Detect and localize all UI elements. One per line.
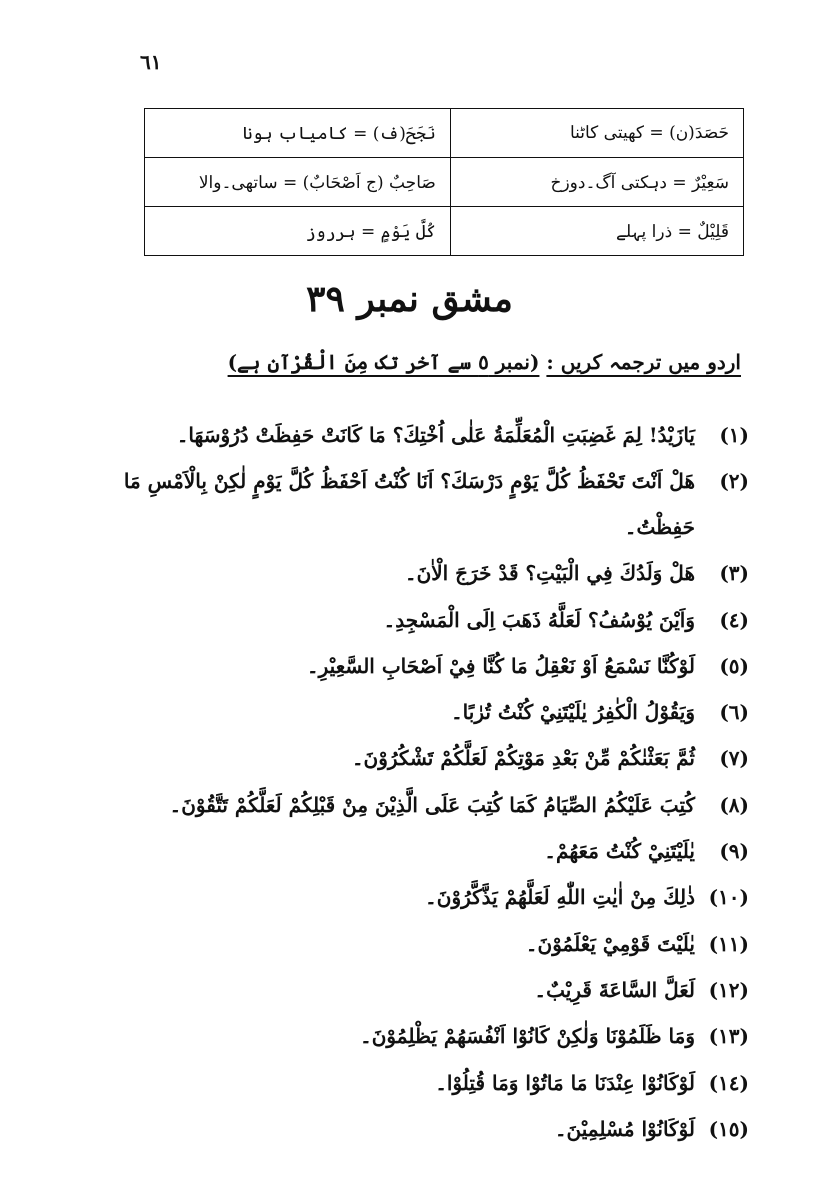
- sentence-text: يَازَيْدُ! لِمَ غَضِبَتِ الْمُعَلِّمَةُ عَلٰى اُخْتِكَ؟ مَا كَانَتْ حَفِظَتْ دُرُوْسَهَا۔: [176, 423, 695, 447]
- page-number: ٦١: [140, 50, 162, 74]
- sentence-list: [109, 420, 749, 1160]
- sentence-item: [109, 1114, 749, 1160]
- sentence-item: [109, 651, 749, 697]
- vocabulary-table: [144, 108, 744, 256]
- instruction: [228, 350, 741, 374]
- sentence-item: [109, 929, 749, 975]
- vocabulary-entry: نَجَحَ(ف) = کامیاب ہونا: [145, 109, 451, 158]
- sentence-item: [109, 605, 749, 651]
- sentence-number: (١٤): [708, 1070, 749, 1095]
- sentence-number: (١): [719, 423, 749, 447]
- sentence-item: [109, 790, 749, 836]
- sentence-text: لَوْكَانُوْا عِنْدَنَا مَا مَاتُوْا وَمَا قُتِلُوْا۔: [435, 1070, 695, 1095]
- sentence-item: [109, 836, 749, 882]
- instruction-note: (نمبر ٥ سے آخر تک مِنَ الْقُرْآن ہے): [227, 350, 540, 374]
- sentence-text: يٰلَيْتَ قَوْمِيْ يَعْلَمُوْنَ۔: [525, 931, 695, 956]
- sentence-text: هَلْ وَلَدُكَ فِي الْبَيْتِ؟ قَدْ خَرَجَ الْاٰنَ۔: [404, 561, 695, 586]
- sentence-item: [109, 975, 749, 1021]
- vocabulary-entry: سَعِيْرٌ = دہکتی آگ۔دوزخ: [450, 158, 743, 207]
- sentence-text: لَعَلَّ السَّاعَةَ قَرِيْبٌ۔: [534, 977, 695, 1002]
- sentence-number: (٥): [719, 653, 749, 678]
- sentence-item: [109, 1068, 749, 1114]
- sentence-text: ذٰلِكَ مِنْ اٰيٰتِ اللّٰهِ لَعَلَّهُمْ يَذَّكَّرُوْنَ۔: [425, 885, 695, 910]
- sentence-text: وَيَقُوْلُ الْكٰفِرُ يٰلَيْتَنِيْ كُنْتُ تُرٰبًا۔: [450, 700, 695, 725]
- sentence-number: (١٣): [708, 1024, 749, 1049]
- sentence-number: (٧): [719, 746, 749, 771]
- sentence-text: لَوْكَانُوْا مُسْلِمِيْنَ۔: [554, 1116, 695, 1141]
- sentence-number: (١٢): [708, 977, 749, 1002]
- vocabulary-entry: حَصَدَ(ن) = کھیتی کاٹنا: [450, 109, 743, 158]
- sentence-number: (١١): [708, 931, 749, 956]
- sentence-item: [109, 697, 749, 743]
- sentence-text: وَمَا ظَلَمُوْنَا وَلٰكِنْ كَانُوْا اَنْفُسَهُمْ يَظْلِمُوْنَ۔: [360, 1024, 695, 1049]
- sentence-text: يٰلَيْتَنِيْ كُنْتُ مَعَهُمْ۔: [544, 839, 695, 864]
- vocabulary-entry: قَلِيْلٌ = ذرا پہلے: [450, 207, 743, 256]
- sentence-number: (٨): [719, 792, 749, 817]
- sentence-number: (٤): [719, 607, 749, 632]
- sentence-text: كُتِبَ عَلَيْكُمُ الصِّيَامُ كَمَا كُتِبَ عَلَى الَّذِيْنَ مِنْ قَبْلِكُمْ لَعَلَّكُمْ تَتَّقُوْنَ۔: [169, 792, 695, 817]
- sentence-text: ثُمَّ بَعَثْنٰكُمْ مِّنْ بَعْدِ مَوْتِكُمْ لَعَلَّكُمْ تَشْكُرُوْنَ۔: [351, 746, 695, 771]
- vocabulary-row: [145, 109, 744, 158]
- exercise-title: مشق نمبر ٣٩: [306, 278, 513, 320]
- sentence-number: (٣): [719, 561, 749, 586]
- sentence-item: [109, 1021, 749, 1067]
- sentence-item: [109, 882, 749, 928]
- sentence-text: وَاَيْنَ يُوْسُفُ؟ لَعَلَّهُ ذَهَبَ اِلَى الْمَسْجِدِ۔: [383, 607, 695, 632]
- sentence-item: [109, 558, 749, 604]
- sentence-text: هَلْ اَنْتَ تَحْفَظُ كُلَّ يَوْمٍ دَرْسَكَ؟ اَنَا كُنْتُ اَحْفَظُ كُلَّ يَوْمٍ لٰكِنْ بِالْاَمْسِ مَا حَفِظْتُ۔: [123, 469, 695, 540]
- sentence-number: (٩): [719, 839, 749, 864]
- sentence-number: (٦): [719, 700, 749, 725]
- vocabulary-row: [145, 158, 744, 207]
- sentence-item: [109, 466, 749, 558]
- vocabulary-entry: كُلَّ يَوْمٍ = ہرروز: [145, 207, 451, 256]
- sentence-number: (٢): [719, 469, 749, 494]
- sentence-number: (١٥): [708, 1116, 749, 1141]
- instruction-lead: اردو میں ترجمہ کریں :: [546, 350, 741, 374]
- sentence-number: (١٠): [708, 885, 749, 910]
- sentence-item: [109, 743, 749, 789]
- vocabulary-row: [145, 207, 744, 256]
- sentence-text: لَوْكُنَّا نَسْمَعُ اَوْ نَعْقِلُ مَا كُنَّا فِيْ اَصْحَابِ السَّعِيْرِ۔: [306, 653, 695, 678]
- vocabulary-entry: صَاحِبٌ (ج اَصْحَابٌ) = ساتھی۔والا: [145, 158, 451, 207]
